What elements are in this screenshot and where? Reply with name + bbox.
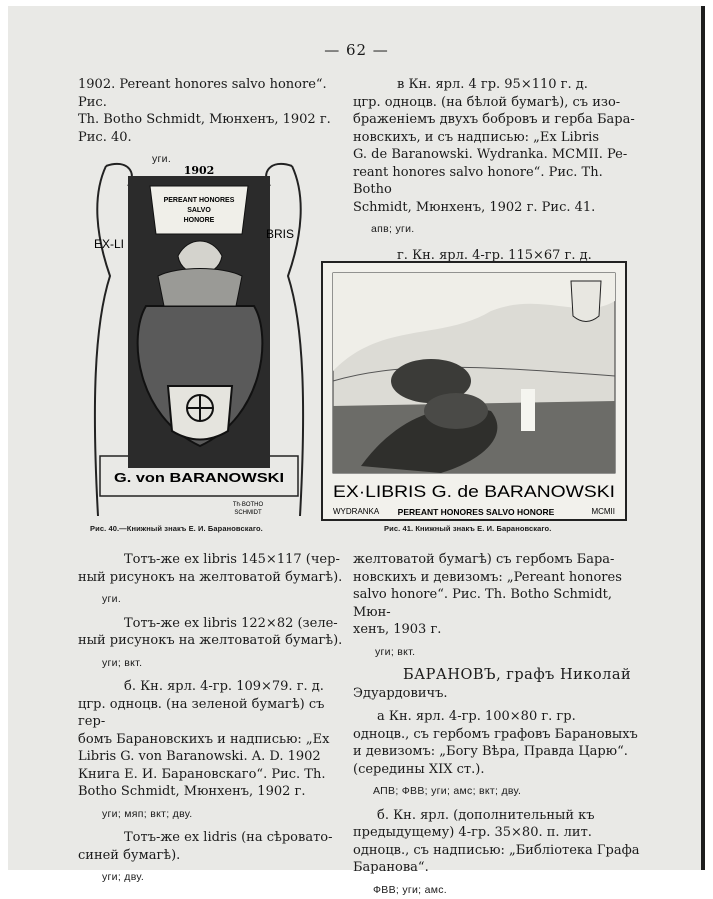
owners-line: уги; вкт. [78, 655, 353, 673]
figure-41-motto: PEREANT HONORES SALVO HONORE [398, 507, 555, 517]
text-line: Botho Schmidt, Мюнхенъ, 1902 г. [78, 783, 353, 801]
text-line: reant honores salvo honore“. Рис. Th. Botho [353, 164, 643, 199]
text-line: а Кн. ярл. 4-гр. 100×80 г. гр. [353, 708, 648, 726]
text-line: в Кн. ярл. 4 гр. 95×110 г. д. [353, 76, 643, 94]
text-line: ный рисунокъ на желтоватой бумагѣ). [78, 569, 353, 587]
right-bottom-text [353, 551, 648, 899]
text-line: 1902. Pereant honores salvo honore“. Рис. [78, 76, 348, 111]
owners-line: уги; мяп; вкт; дву. [78, 806, 353, 824]
text-line: Книга Е. И. Барановскаго“. Рис. Th. [78, 766, 353, 784]
text-line: цгр. одноцв. (на бѣлой бумагѣ), съ изо- [353, 94, 643, 112]
text-line: Эдуардовичъ. [353, 685, 648, 703]
figure-41-caption: Рис. 41. Книжный знакъ Е. И. Барановскаго. [384, 524, 551, 533]
text-line: Тотъ-же ex libris 122×82 (зеле- [78, 615, 353, 633]
owners-line: ФВВ; уги; амс. [353, 882, 648, 899]
figure-40-name: G. von BARANOWSKI [114, 471, 284, 485]
owners-line: уги; дву. [78, 869, 353, 887]
owners-line: АПВ; ФВВ; уги; амс; вкт; дву. [353, 783, 648, 801]
page-number: — 62 — [8, 41, 705, 59]
text-line: Libris G. von Baranowski. A. D. 1902 [78, 748, 353, 766]
figure-40-motto: PEREANT HONORES [164, 197, 235, 204]
text-line: Рис. 40. [78, 129, 348, 147]
figure-40-signature: Th·BOTHO [233, 502, 264, 508]
owners-line: уги. [78, 591, 353, 609]
text-line: Тотъ-же ex libris 145×117 (чер- [78, 551, 353, 569]
figure-40-year: 1902 [184, 164, 215, 177]
text-line: и девизомъ: „Богу Вѣра, Правда Царю“. [353, 743, 648, 761]
text-line: хенъ, 1903 г. [353, 621, 648, 639]
text-line: бомъ Барановскихъ и надписью: „Ex [78, 731, 353, 749]
text-line: новскихъ и девизомъ: „Pereant honores [353, 569, 648, 587]
text-line: одноцв., съ надписью: „Библіотека Графа [353, 842, 648, 860]
text-line: б. Кн. ярл. 4-гр. 109×79. г. д. [78, 678, 353, 696]
text-line: предыдущему) 4-гр. 35×80. п. лит. [353, 824, 648, 842]
figure-40-signature: SCHMIDT [234, 510, 262, 516]
left-bottom-text [78, 551, 353, 887]
text-line: ный рисунокъ на желтоватой бумагѣ). [78, 632, 353, 650]
text-line: желтоватой бумагѣ) съ гербомъ Бара- [353, 551, 648, 569]
right-top-text [353, 76, 643, 282]
text-line: salvo honore“. Рис. Th. Botho Schmidt, Мюн- [353, 586, 648, 621]
owners-line: уги. [78, 151, 348, 169]
text-line: б. Кн. ярл. (дополнительный къ [353, 807, 648, 825]
figure-41-bookplate [321, 261, 627, 521]
text-line: Тотъ-же ex lidris (на сѣровато- [78, 829, 353, 847]
text-line: одноцв., съ гербомъ графовъ Барановыхъ [353, 726, 648, 744]
text-line: синей бумагѣ). [78, 847, 353, 865]
left-top-text [78, 76, 348, 169]
figure-40-caption: Рис. 40.—Книжный знакъ Е. И. Барановскаго. [90, 524, 263, 533]
text-line: Schmidt, Мюнхенъ, 1902 г. Рис. 41. [353, 199, 643, 217]
figure-40-bookplate [88, 156, 310, 524]
figure-41-wydranka: WYDRANKA [333, 507, 380, 516]
figure-41-title: EX·LIBRIS G. de BARANOWSKI [333, 482, 615, 501]
owners-line: уги; вкт. [353, 644, 648, 662]
text-line: Th. Botho Schmidt, Мюнхенъ, 1902 г. [78, 111, 348, 129]
text-line: цгр. одноцв. (на зеленой бумагѣ) съ гер- [78, 696, 353, 731]
text-line: (середины XIX ст.). [353, 761, 648, 779]
book-page [8, 6, 705, 870]
owners-line: апв; уги. [353, 221, 643, 239]
text-line: г. Кн. ярл. 4-гр. 115×67 г. д. [353, 247, 643, 265]
figure-40-motto: HONORE [184, 217, 215, 224]
text-line: браженіемъ двухъ бобровъ и герба Бара- [353, 111, 643, 129]
text-line: G. de Baranowski. Wydranka. MCMII. Pe- [353, 146, 643, 164]
figure-40-motto: SALVO [187, 207, 211, 214]
figure-40-ex-label: EX-LI [94, 237, 124, 251]
entry-heading: БАРАНОВЪ, графъ Николай [353, 667, 648, 685]
figure-41-year: MCMII [591, 507, 615, 516]
text-line: новскихъ, и съ надписью: „Ex Libris [353, 129, 643, 147]
figure-40-bris-label: BRIS [266, 227, 294, 241]
text-line: Баранова“. [353, 859, 648, 877]
